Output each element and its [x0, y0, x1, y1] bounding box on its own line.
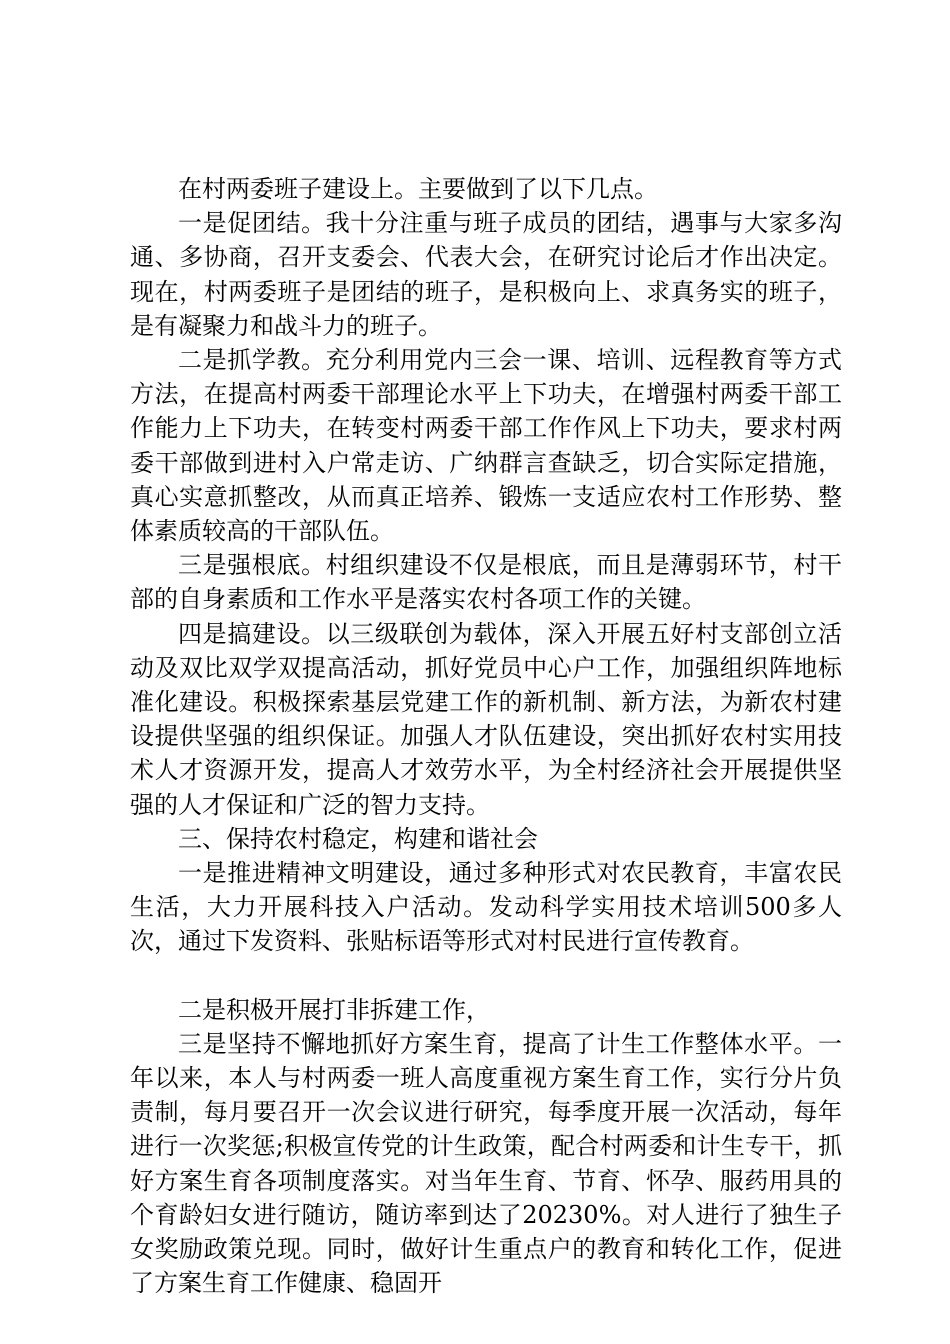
section-heading: 三、保持农村稳定，构建和谐社会: [178, 824, 538, 853]
paragraph-unity: 一是促团结。我十分注重与班子成员的团结，遇事与大家多沟通、多协商，召开支委会、代表大会，在研究讨论后才作出决定。现在，村两委班子是团结的班子，是积极向上、求真务实的班子，是有凝聚力和战斗力的班子。: [130, 209, 842, 340]
paragraph-construction: 四是搞建设。以三级联创为载体，深入开展五好村支部创立活动及双比双学双提高活动，抓好党员中心户工作，加强组织阵地标准化建设。积极探索基层党建工作的新机制、新方法，为新农村建设提供坚强的组织保证。加强人才队伍建设，突出抓好农村实用技术人才资源开发，提高人才效劳水平，为全村经济社会开展提供坚强的人才保证和广泛的智力支持。: [130, 619, 842, 819]
paragraph-study: 二是抓学教。充分利用党内三会一课、培训、远程教育等方式方法，在提高村两委干部理论水平上下功夫，在增强村两委干部工作能力上下功夫，在转变村两委干部工作作风上下功夫，要求村两委干部做到进村入户常走访、广纳群言查缺乏，切合实际定措施，真心实意抓整改，从而真正培养、锻炼一支适应农村工作形势、整体素质较高的干部队伍。: [130, 346, 842, 546]
paragraph-intro: 在村两委班子建设上。主要做到了以下几点。: [178, 175, 658, 203]
paragraph-foundation: 三是强根底。村组织建设不仅是根底，而且是薄弱环节，村干部的自身素质和工作水平是落实农村各项工作的关键。: [130, 551, 842, 614]
document-body: [130, 172, 842, 1301]
paragraph-demolition: 二是积极开展打非拆建工作，: [178, 995, 490, 1024]
paragraph-civilization: 一是推进精神文明建设，通过多种形式对农民教育，丰富农民生活，大力开展科技入户活动。发动科学实用技术培训500多人次，通过下发资料、张贴标语等形式对村民进行宣传教育。: [130, 859, 842, 956]
paragraph-family-planning: 三是坚持不懈地抓好方案生育，提高了计生工作整体水平。一年以来，本人与村两委一班人高度重视方案生育工作，实行分片负责制，每月要召开一次会议进行研究，每季度开展一次活动，每年进行一次奖惩;积极宣传党的计生政策，配合村两委和计生专干，抓好方案生育各项制度落实。对当年生育、节育、怀孕、服药用具的个育龄妇女进行随访，随访率到达了20230%。对人进行了独生子女奖励政策兑现。同时，做好计生重点户的教育和转化工作，促进了方案生育工作健康、稳固开: [130, 1029, 842, 1298]
